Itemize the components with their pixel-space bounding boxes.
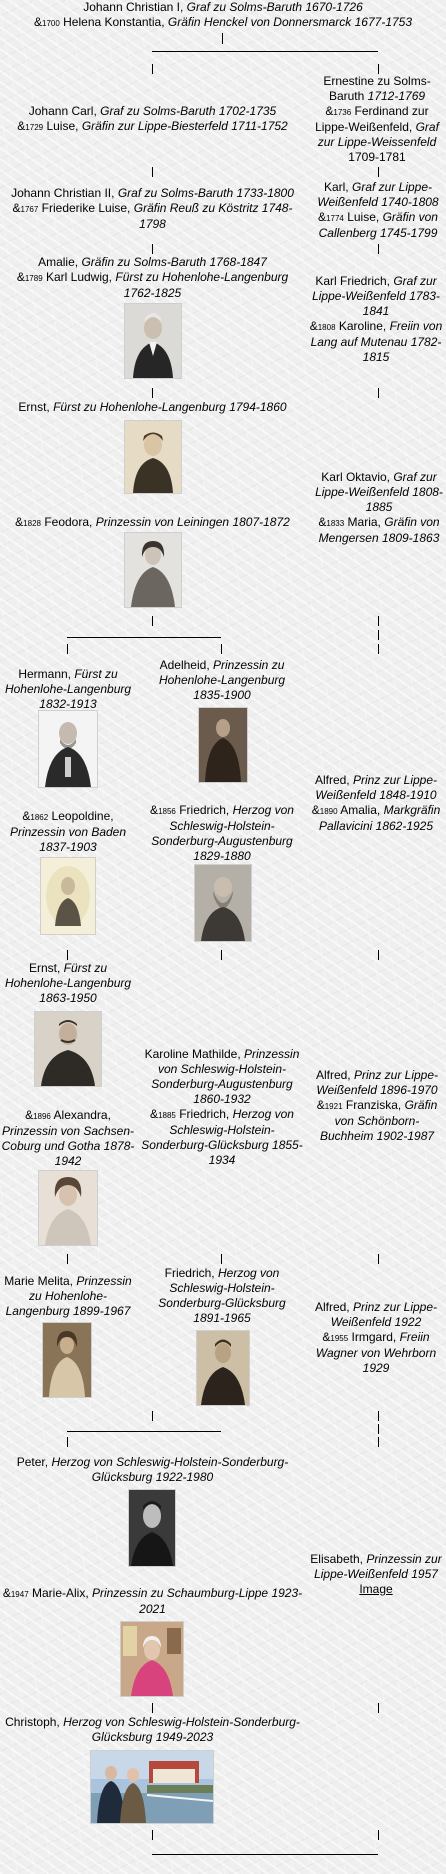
person-christoph: Christoph, Herzog von Schleswig-Holstein-Sonderburg-Glücksburg 1949-2023 xyxy=(5,1715,300,1744)
portrait-figure-icon xyxy=(121,1622,183,1696)
connector-vertical xyxy=(378,64,379,74)
person-adelheid: Adelheid, Prinzessin zu Hohenlohe-Langenburg 1835-1900 xyxy=(158,658,286,702)
person-peter: Peter, Herzog von Schleswig-Holstein-Sonderburg-Glücksburg 1922-1980 xyxy=(16,1455,289,1484)
connector-vertical xyxy=(222,33,223,44)
connector-vertical xyxy=(378,1254,379,1264)
connector-vertical xyxy=(152,388,153,398)
person-alexandra: &1896 Alexandra, Prinzessin von Sachsen-Coburg und Gotha 1878-1942 xyxy=(1,1108,135,1168)
person-karoline-mathilde: Karoline Mathilde, Prinzessin von Schleswig-Holstein-Sonderburg-Augustenburg 1860-1932 &1885 Friedrich, Herzog von Schleswig-Holstein-Sonderburg-Glücksburg 1855-1934 xyxy=(141,1047,303,1167)
person-leopoldine: &1862 Leopoldine, Prinzessin von Baden 1837-1903 xyxy=(9,809,127,854)
connector-vertical xyxy=(221,950,222,960)
person-feodora: &1828 Feodora, Prinzessin von Leiningen 1807-1872 xyxy=(15,515,290,529)
connector-vertical xyxy=(378,1703,379,1713)
sibling-bar xyxy=(152,51,378,52)
sibling-bar xyxy=(152,1854,378,1855)
connector-vertical xyxy=(67,644,68,654)
portrait-peter xyxy=(128,1489,176,1567)
portrait-friedrich-1829 xyxy=(194,864,252,942)
connector-vertical xyxy=(152,1411,153,1421)
portrait-adelheid xyxy=(198,707,248,783)
connector-vertical xyxy=(221,1254,222,1264)
person-alfred-1896: Alfred, Prinz zur Lippe-Weißenfeld 1896-1970 &1921 Franziska, Gräfin von Schönborn-Buchheim 1902-1987 xyxy=(315,1068,439,1143)
person-johann-christian-i: Johann Christian I, Graf zu Solms-Baruth 1670-1726 &1700 Helena Konstantia, Gräfin Henckel von Donnersmarck 1677-1753 xyxy=(33,0,413,29)
person-marie-melita: Marie Melita, Prinzessin zu Hohenlohe-Langenburg 1899-1967 xyxy=(4,1274,132,1318)
person-karl: Karl, Graf zur Lippe-Weißenfeld 1740-1808 &1774 Luise, Gräfin von Callenberg 1745-1799 xyxy=(317,180,439,240)
person-ernst-1863: Ernst, Fürst zu Hohenlohe-Langenburg 1863-1950 xyxy=(4,961,132,1005)
image-link[interactable]: Image xyxy=(359,1582,393,1596)
connector-vertical xyxy=(378,388,379,398)
portrait-figure-icon xyxy=(197,1331,249,1405)
portrait-figure-icon xyxy=(199,708,247,782)
portrait-feodora xyxy=(124,532,182,608)
connector-vertical xyxy=(378,950,379,960)
portrait-figure-icon xyxy=(41,858,95,934)
portrait-marie-alix xyxy=(120,1621,184,1697)
person-friedrich-1891: Friedrich, Herzog von Schleswig-Holstein-Sonderburg-Glücksburg 1891-1965 xyxy=(158,1266,286,1325)
person-marie-alix: &1947 Marie-Alix, Prinzessin zu Schaumburg-Lippe 1923-2021 xyxy=(2,1586,303,1616)
portrait-figure-icon xyxy=(125,421,181,493)
connector-vertical xyxy=(152,1830,153,1840)
connector-vertical xyxy=(152,244,153,254)
connector-vertical xyxy=(152,616,153,626)
connector-vertical xyxy=(378,630,379,640)
portrait-figure-icon xyxy=(125,533,181,607)
person-elisabeth: Elisabeth, Prinzessin zur Lippe-Weißenfeld 1957 Image xyxy=(310,1552,442,1596)
person-karl-oktavio: Karl Oktavio, Graf zur Lippe-Weißenfeld 1808-1885 &1833 Maria, Gräfin von Mengersen 1809-1863 xyxy=(315,470,443,545)
sibling-bar xyxy=(67,637,221,638)
connector-vertical xyxy=(378,244,379,254)
person-alfred-1922: Alfred, Prinz zur Lippe-Weißenfeld 1922 &1955 Irmgard, Freiin Wagner von Wehrborn 1929 xyxy=(314,1300,438,1375)
person-friedrich-1829: &1856 Friedrich, Herzog von Schleswig-Holstein-Sonderburg-Augustenburg 1829-1880 xyxy=(150,803,294,863)
portrait-figure-icon xyxy=(195,865,251,941)
connector-vertical xyxy=(67,950,68,960)
connector-vertical xyxy=(221,644,222,654)
portrait-alexandra xyxy=(38,1170,98,1246)
connector-vertical xyxy=(152,167,153,177)
portrait-figure-icon xyxy=(43,1323,91,1397)
person-karl-friedrich: Karl Friedrich, Graf zur Lippe-Weißenfeld 1783-1841 &1808 Karoline, Freiin von Lang auf Mutenau 1782-1815 xyxy=(309,274,443,364)
person-hermann: Hermann, Fürst zu Hohenlohe-Langenburg 1832-1913 xyxy=(4,667,132,711)
connector-vertical xyxy=(67,1437,68,1447)
connector-vertical xyxy=(152,64,153,74)
connector-vertical xyxy=(378,1437,379,1447)
person-johann-christian-ii: Johann Christian II, Graf zu Solms-Baruth 1733-1800 &1767 Friederike Luise, Gräfin Reuß zu Köstritz 1748-1798 xyxy=(11,186,294,231)
connector-vertical xyxy=(378,644,379,654)
connector-vertical xyxy=(378,167,379,177)
connector-vertical xyxy=(67,1254,68,1264)
portrait-figure-icon xyxy=(125,304,181,378)
portrait-hermann xyxy=(38,710,98,788)
portrait-figure-icon xyxy=(35,1012,101,1086)
connector-vertical xyxy=(378,1830,379,1840)
person-johann-carl: Johann Carl, Graf zu Solms-Baruth 1702-1735 &1729 Luise, Gräfin zur Lippe-Biesterfeld 1711-1752 xyxy=(17,104,288,133)
portrait-friedrich-1891 xyxy=(196,1330,250,1406)
portrait-ernst-1863 xyxy=(34,1011,102,1087)
portrait-marie-melita xyxy=(42,1322,92,1398)
connector-vertical xyxy=(378,1411,379,1421)
portrait-figure-icon xyxy=(39,711,97,787)
person-ernestine: Ernestine zu Solms-Baruth 1712-1769 &1736 Ferdinand zur Lippe-Weißenfeld, Graf zur Lippe-Weissenfeld 1709-1781 xyxy=(315,74,439,164)
portrait-karl-ludwig xyxy=(124,303,182,379)
connector-vertical xyxy=(378,616,379,626)
portrait-ernst-1794 xyxy=(124,420,182,494)
portrait-figure-icon xyxy=(129,1490,175,1566)
person-ernst-1794: Ernst, Fürst zu Hohenlohe-Langenburg 1794-1860 xyxy=(18,400,287,414)
photo-christoph xyxy=(90,1750,214,1824)
person-alfred-1848: Alfred, Prinz zur Lippe-Weißenfeld 1848-1910 &1890 Amalia, Markgräfin Pallavicini 1862-1925 xyxy=(311,773,441,833)
person-amalie: Amalie, Gräfin zu Solms-Baruth 1768-1847 &1789 Karl Ludwig, Fürst zu Hohenlohe-Langenburg 1762-1825 xyxy=(16,255,289,300)
sibling-bar xyxy=(67,1431,221,1432)
portrait-figure-icon xyxy=(39,1171,97,1245)
portrait-leopoldine xyxy=(40,857,96,935)
connector-vertical xyxy=(152,1703,153,1713)
connector-vertical xyxy=(378,1424,379,1434)
photo-couple-icon xyxy=(91,1751,213,1823)
